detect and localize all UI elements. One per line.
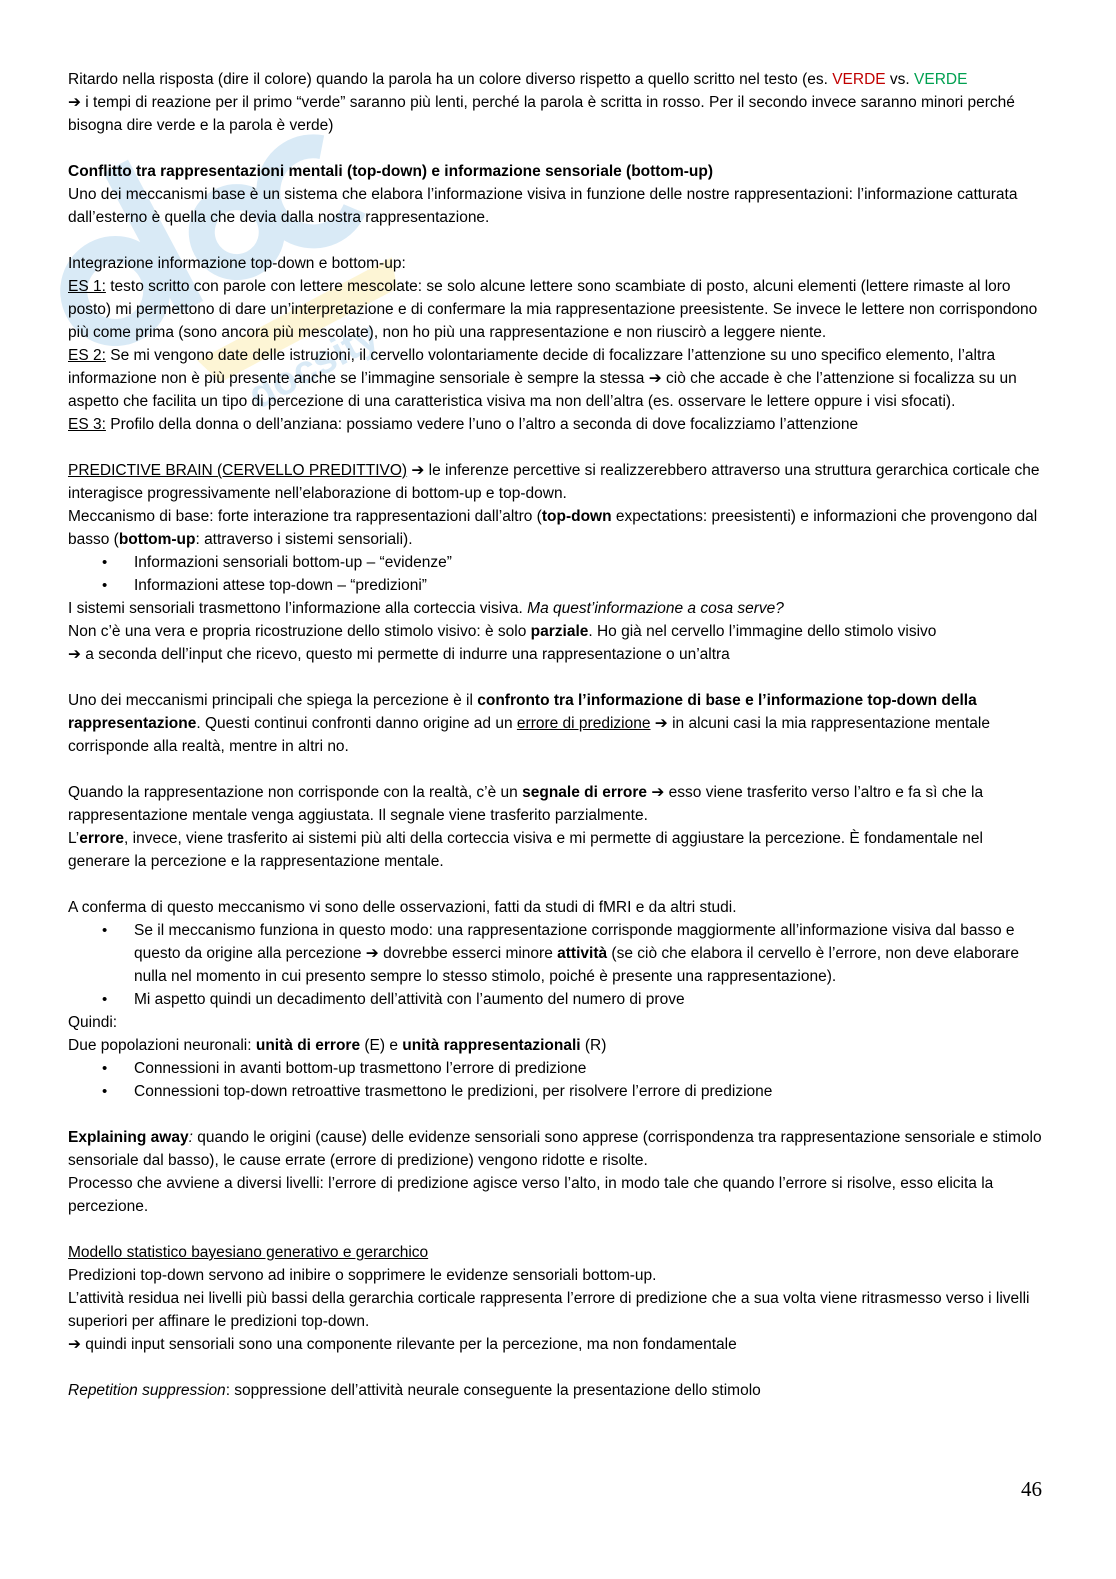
arrow-icon: ➔ xyxy=(648,370,662,387)
arrow-icon: ➔ xyxy=(68,94,81,111)
predictive-text: le inferenze percettive si realizzerebbero attraverso una struttura gerarchica corticale che interagisce progressivamente nell’elaborazione di bottom-up e top-down. xyxy=(68,462,1040,502)
conferma-b1-text-3: (se ciò che elabora il cervello è l’errore, non deve elaborare nulla nel momento in cui presento sempre lo stesso stimolo, poiché è presente una rappresentazione). xyxy=(134,945,1019,985)
errore-text-2: , invece, viene trasferito ai sistemi più alti della corteccia visiva e mi permette di aggiustare la percezione. È fondamentale nel generare la percezione e la rappresentazione mentale. xyxy=(68,830,983,870)
es3-paragraph xyxy=(68,413,1048,436)
mech-bold-topdown: top-down xyxy=(541,508,612,525)
watermark-brand: docsity xyxy=(241,313,386,418)
sistemi-paragraph xyxy=(68,597,1048,620)
explaining-bold: Explaining away xyxy=(68,1129,189,1146)
stroop-text-2: i tempi di reazione per il primo “verde” saranno più lenti, perché la parola è scritta in rosso. Per il secondo invece saranno minori perché bisogna dire verde e la parola è verde) xyxy=(68,94,1015,134)
popolazioni-paragraph xyxy=(68,1034,1048,1057)
mech-text-2: expectations: preesistenti) e informazioni che provengono dal basso ( xyxy=(68,508,1038,548)
list-item: • Informazioni sensoriali bottom-up – “evidenze” xyxy=(134,551,1048,574)
integrazione-intro: Integrazione informazione top-down e bottom-up: xyxy=(68,255,406,272)
sistemi-question: Ma quest’informazione a cosa serve? xyxy=(527,600,784,617)
pop-text-3: (R) xyxy=(580,1037,607,1054)
ricostruzione-paragraph xyxy=(68,620,1048,666)
repetition-italic: Repetition suppression xyxy=(68,1382,226,1399)
confronto-text-1: Uno dei meccanismi principali che spiega la percezione è il xyxy=(68,692,478,709)
pop-bold-errore: unità di errore xyxy=(255,1037,361,1054)
segnale-text-2: esso viene trasferito verso l’altro e fa sì che la rappresentazione mentale venga aggiustata. Il segnale viene trasferito parzialmente. xyxy=(68,784,984,824)
arrow-icon: ➔ xyxy=(68,1336,81,1353)
list-item: • Mi aspetto quindi un decadimento dell’attività con l’aumento del numero di prove xyxy=(134,988,1048,1011)
conferma-b1-text-2: dovrebbe esserci minore xyxy=(378,945,558,962)
ric-text-2: . Ho già nel cervello l’immagine dello stimolo visivo xyxy=(588,623,937,640)
arrow-icon: ➔ xyxy=(654,715,668,732)
conflitto-heading-text: Conflitto tra rappresentazioni mentali (top-down) e informazione sensoriale (bottom-up) xyxy=(68,163,713,180)
es1-paragraph xyxy=(68,275,1048,344)
es1-label: ES 1: xyxy=(68,278,106,295)
arrow-icon: ➔ xyxy=(365,945,379,962)
stroop-paragraph xyxy=(68,68,1048,137)
segnale-text-1: Quando la rappresentazione non corrisponde con la realtà, c’è un xyxy=(68,784,523,801)
bayes-text-1: Predizioni top-down servono ad inibire o sopprimere le evidenze sensoriali bottom-up. xyxy=(68,1267,657,1284)
es3-text: Profilo della donna o dell’anziana: possiamo vedere l’uno o l’altro a seconda di dove focalizziamo l’attenzione xyxy=(105,416,859,433)
confronto-paragraph xyxy=(68,689,1048,758)
list-item: • Connessioni top-down retroattive trasmettono le predizioni, per risolvere l’errore di predizione xyxy=(134,1080,1048,1103)
conflitto-text: Uno dei meccanismi base è un sistema che elabora l’informazione visiva in funzione delle nostre rappresentazioni: l’informazione catturata dall’esterno è quella che devia dalla nostra rappresentazione. xyxy=(68,186,1018,226)
bayes-text-2: L’attività residua nei livelli più bassi della gerarchia corticale rappresenta l’errore di predizione che a sua volta viene ritrasmesso verso i livelli superiori per affinare le predizioni top-down. xyxy=(68,1290,1030,1330)
verde-green-word: VERDE xyxy=(914,71,968,88)
confronto-bold: confronto tra l’informazione di base e l’informazione top-down della rappresentazione xyxy=(68,692,977,732)
list-item: • Informazioni attese top-down – “predizioni” xyxy=(134,574,1048,597)
ric-text-3: a seconda dell’input che ricevo, questo mi permette di indurre una rappresentazione o un’altra xyxy=(81,646,730,663)
conferma-intro: A conferma di questo meccanismo vi sono delle osservazioni, fatti da studi di fMRI e da altri studi. xyxy=(68,899,737,916)
explaining-text-1: quando le origini (cause) delle evidenze sensoriali sono apprese (corrispondenza tra rappresentazione sensoriale e stimolo sensoriale dal basso), le cause errate (errore di predizione) vengono ridotte e risolte. xyxy=(68,1129,1042,1169)
segnale-bold: segnale di errore xyxy=(522,784,648,801)
predictive-paragraph xyxy=(68,459,1048,505)
bayes-text-3 xyxy=(68,1333,1048,1356)
repetition-paragraph xyxy=(68,1379,1048,1402)
conferma-b1-bold: attività xyxy=(557,945,608,962)
predictive-title: PREDICTIVE BRAIN (CERVELLO PREDITTIVO) xyxy=(68,462,408,479)
pop-bold-rappresentazionali: unità rappresentazionali xyxy=(402,1037,581,1054)
bayes-title xyxy=(68,1241,1048,1264)
conferma-bullets xyxy=(68,919,1048,1011)
mech-bold-bottomup: bottom-up xyxy=(118,531,196,548)
verde-red-word: VERDE xyxy=(832,71,886,88)
es2-text-2: ciò che accade è che l’attenzione si focalizza su un aspetto che facilita un tipo di percezione di una caratteristica visiva ma non dell’altra (es. osservare le lettere oppure i visi sfocati). xyxy=(68,370,1017,410)
bayes-title-text: Modello statistico bayesiano generativo e gerarchico xyxy=(68,1244,429,1261)
confronto-text-3: in alcuni casi la mia rappresentazione mentale corrisponde alla realtà, mentre in altri no. xyxy=(68,715,990,755)
arrow-icon: ➔ xyxy=(68,646,81,663)
es2-label: ES 2: xyxy=(68,347,106,364)
es2-text-1: Se mi vengono date delle istruzioni, il cervello volontariamente decide di focalizzare l’attenzione su uno specifico elemento, l’altra informazione non è più presente anche se l’immagine sensoriale è sempre la stessa xyxy=(68,347,996,387)
errore-bold: errore xyxy=(79,830,125,847)
predictive-bullets xyxy=(68,551,1048,597)
segnale-paragraph xyxy=(68,781,1048,827)
meccanismo-paragraph xyxy=(68,505,1048,551)
explaining-colon: : xyxy=(188,1129,193,1146)
processo-paragraph: Processo che avviene a diversi livelli: l’errore di predizione agisce verso l’alto, in modo tale che quando l’errore si risolve, esso elicita la percezione. xyxy=(68,1175,994,1215)
errore-text-1: L’ xyxy=(68,830,80,847)
page-number: 46 xyxy=(1021,1477,1042,1501)
stroop-vs: vs. xyxy=(885,71,915,88)
list-item: • Connessioni in avanti bottom-up trasmettono l’errore di predizione xyxy=(134,1057,1048,1080)
es3-label: ES 3: xyxy=(68,416,106,433)
ric-bold: parziale xyxy=(530,623,589,640)
errore-paragraph xyxy=(68,827,1048,873)
pop-text-2: (E) e xyxy=(360,1037,403,1054)
conflitto-heading xyxy=(68,160,1048,183)
es2-paragraph xyxy=(68,344,1048,413)
arrow-icon: ➔ xyxy=(651,784,665,801)
document-page xyxy=(68,68,1048,1402)
ric-text-1: Non c’è una vera e propria ricostruzione dello stimolo visivo: è solo xyxy=(68,623,531,640)
stroop-text-1: Ritardo nella risposta (dire il colore) quando la parola ha un colore diverso rispetto a quello scritto nel testo (es. xyxy=(68,71,833,88)
errore-predizione-underline: errore di predizione xyxy=(516,715,651,732)
mech-text-1: Meccanismo di base: forte interazione tra rappresentazioni dall’altro ( xyxy=(68,508,542,525)
mech-text-3: : attraverso i sistemi sensoriali). xyxy=(195,531,413,548)
pop-text-1: Due popolazioni neuronali: xyxy=(68,1037,256,1054)
repetition-text: : soppressione dell’attività neurale conseguente la presentazione dello stimolo xyxy=(225,1382,761,1399)
list-item xyxy=(134,919,1048,988)
explaining-paragraph xyxy=(68,1126,1048,1172)
conferma-b1-text-1: Se il meccanismo funziona in questo modo: una rappresentazione corrisponde maggiormente all’informazione visiva dal basso e questo da origine alla percezione xyxy=(134,922,1015,962)
quindi-label: Quindi: xyxy=(68,1014,118,1031)
confronto-text-2: . Questi continui confronti danno origine ad un xyxy=(196,715,517,732)
sistemi-text: I sistemi sensoriali trasmettono l’informazione alla corteccia visiva. xyxy=(68,600,528,617)
bayes-conclusion: quindi input sensoriali sono una componente rilevante per la percezione, ma non fondamentale xyxy=(81,1336,737,1353)
es1-text: testo scritto con parole con lettere mescolate: se solo alcune lettere sono scambiate di posto, alcuni elementi (lettere rimaste al loro posto) mi permettono di dare un’interpretazione e di confermare la mia rappresentazione preesistente. Se invece le lettere non corrispondono più come prima (sono ancora più mescolate), non ho più una rappresentazione e non riuscirò a leggere niente. xyxy=(68,278,1038,341)
arrow-icon: ➔ xyxy=(411,462,425,479)
connessioni-bullets xyxy=(68,1057,1048,1103)
